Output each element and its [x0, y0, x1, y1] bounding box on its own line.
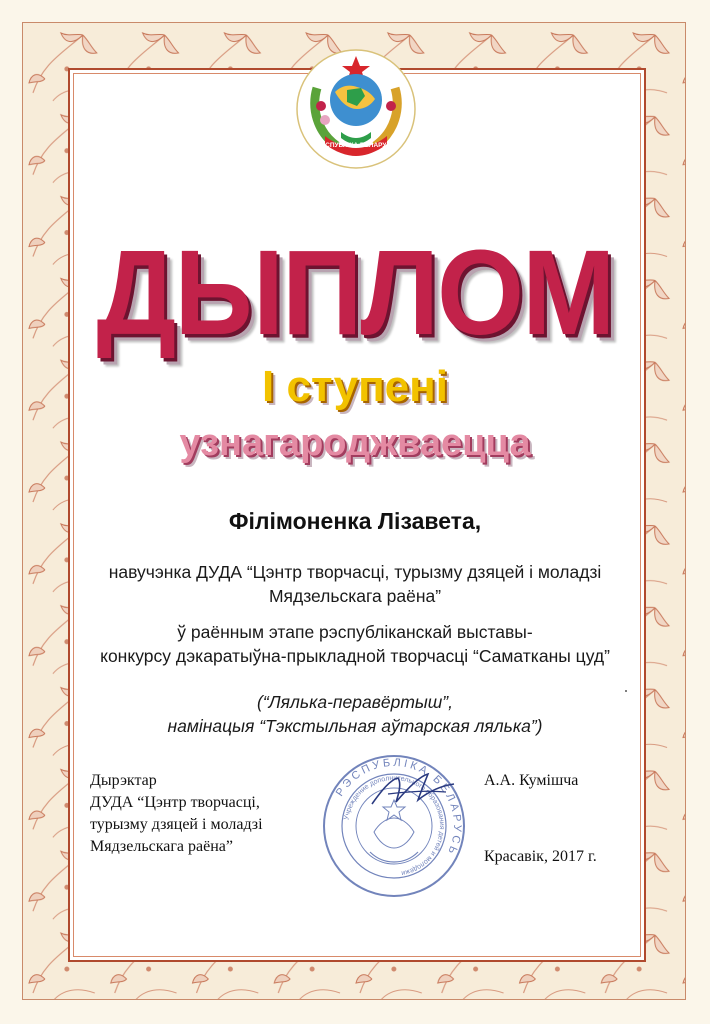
- signatory-role: [90, 770, 263, 858]
- body-line: Мядзельскага раёна”: [268, 586, 442, 606]
- school-paragraph: [0, 560, 710, 608]
- place-date: Красавік, 2017 г.: [484, 848, 597, 865]
- contest-paragraph: [0, 620, 710, 668]
- awarded-title: узнагароджваецца: [179, 422, 531, 464]
- degree-title: І ступені: [262, 362, 448, 411]
- svg-text:Учреждение дополнительного обр: Учреждение дополнительного образования детей и молодежи: [343, 774, 446, 877]
- coat-of-arms-icon: [295, 48, 417, 170]
- ink-dot: [625, 690, 627, 692]
- body-line: намінацыя “Тэкстыльная аўтарская лялька”): [167, 716, 543, 736]
- role-line: ДУДА “Цэнтр творчасці,: [90, 794, 260, 811]
- body-line: конкурсу дэкаратыўна-прыкладной творчасці “Саматканы цуд”: [100, 646, 610, 666]
- recipient-name: Філімоненка Лізавета,: [228, 508, 482, 534]
- body-line: навучэнка ДУДА “Цэнтр творчасці, турызму дзяцей і моладзі: [108, 562, 602, 582]
- role-line: Мядзельскага раёна”: [90, 838, 233, 855]
- svg-text:РЭСПУБЛІКА БЕЛАРУСЬ: РЭСПУБЛІКА БЕЛАРУСЬ: [316, 142, 396, 149]
- nomination-paragraph: [0, 690, 710, 738]
- handwritten-signature: [368, 770, 458, 810]
- diploma-title: ДЫПЛОМ: [96, 225, 614, 360]
- body-line: ў раённым этапе рэспубліканскай выставы-: [177, 622, 533, 642]
- signer-name: А.А. Кумішча: [484, 772, 579, 789]
- body-line: (“Лялька-перавёртыш”,: [257, 692, 453, 712]
- svg-text:РЭСПУБЛІКА БЕЛАРУСЬ: РЭСПУБЛІКА БЕЛАРУСЬ: [333, 756, 464, 859]
- role-line: Дырэктар: [90, 772, 157, 789]
- role-line: турызму дзяцей і моладзі: [90, 816, 263, 833]
